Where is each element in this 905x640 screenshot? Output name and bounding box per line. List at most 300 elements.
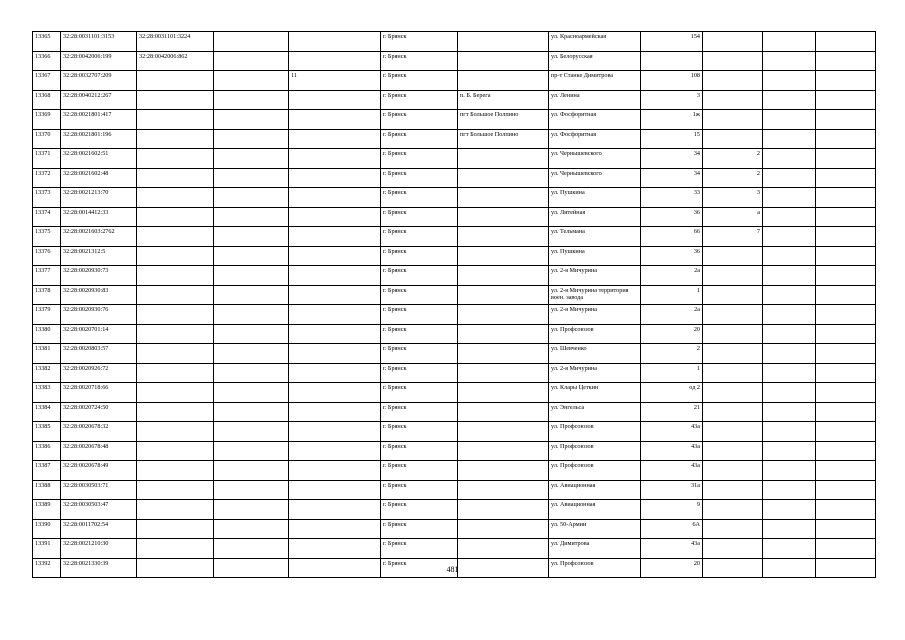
cell-c5 [289, 246, 381, 266]
cell-street: ул. Профсоюзов [549, 422, 641, 442]
cell-c4 [214, 422, 289, 442]
cell-cad: 32:28:0030503:47 [61, 500, 137, 520]
cell-c4 [214, 129, 289, 149]
cell-locality [458, 305, 549, 325]
cell-cad2 [137, 266, 214, 286]
cell-street: ул. 2-я Мичурина [549, 266, 641, 286]
cell-c4 [214, 500, 289, 520]
cell-c11 [763, 422, 816, 442]
cell-cad: 32:28:0020701:14 [61, 324, 137, 344]
cell-c5 [289, 480, 381, 500]
cell-bld [703, 363, 763, 383]
cell-locality [458, 519, 549, 539]
cell-house: 43а [641, 422, 703, 442]
cell-city: г. Брянск [381, 188, 458, 208]
cell-city: г. Брянск [381, 422, 458, 442]
cell-bld [703, 519, 763, 539]
cell-c11 [763, 71, 816, 91]
cell-n: 13387 [33, 461, 61, 481]
cell-bld [703, 344, 763, 364]
address-registry-table [32, 31, 876, 578]
table-row [33, 305, 876, 325]
cell-c4 [214, 344, 289, 364]
cell-city: г. Брянск [381, 441, 458, 461]
cell-c11 [763, 363, 816, 383]
table-row [33, 227, 876, 247]
cell-locality [458, 480, 549, 500]
cell-locality [458, 402, 549, 422]
cell-c4 [214, 168, 289, 188]
cell-cad2 [137, 168, 214, 188]
cell-cad2 [137, 539, 214, 559]
cell-street: пр-т Станке Димитрова [549, 71, 641, 91]
cell-street: ул. Ленина [549, 90, 641, 110]
cell-c5 [289, 285, 381, 305]
cell-cad: 32:28:0021312:5 [61, 246, 137, 266]
cell-bld [703, 129, 763, 149]
cell-house: 21 [641, 402, 703, 422]
cell-n: 13366 [33, 51, 61, 71]
cell-c11 [763, 285, 816, 305]
cell-c4 [214, 539, 289, 559]
cell-cad2 [137, 188, 214, 208]
cell-house: 1ж [641, 110, 703, 130]
cell-c4 [214, 324, 289, 344]
cell-house: 34 [641, 168, 703, 188]
cell-n: 13368 [33, 90, 61, 110]
cell-n: 13367 [33, 71, 61, 91]
cell-city: г. Брянск [381, 32, 458, 52]
cell-street: ул. Профсоюзов [549, 324, 641, 344]
cell-locality [458, 461, 549, 481]
table-row [33, 500, 876, 520]
cell-city: г. Брянск [381, 324, 458, 344]
table-row [33, 246, 876, 266]
cell-n: 13385 [33, 422, 61, 442]
cell-c11 [763, 519, 816, 539]
cell-c4 [214, 71, 289, 91]
cell-street: ул. 50-Армии [549, 519, 641, 539]
cell-cad: 32:28:0021602:51 [61, 149, 137, 169]
cell-city: г. Брянск [381, 480, 458, 500]
cell-c12 [816, 344, 876, 364]
cell-c11 [763, 461, 816, 481]
cell-cad: 32:28:0030503:71 [61, 480, 137, 500]
table-row [33, 207, 876, 227]
cell-c12 [816, 149, 876, 169]
cell-city: г. Брянск [381, 402, 458, 422]
cell-c12 [816, 539, 876, 559]
cell-house: 31а [641, 480, 703, 500]
cell-c12 [816, 519, 876, 539]
cell-city: г. Брянск [381, 285, 458, 305]
cell-cad2 [137, 129, 214, 149]
cell-bld [703, 539, 763, 559]
cell-c12 [816, 110, 876, 130]
cell-c5: 11 [289, 71, 381, 91]
cell-cad2 [137, 71, 214, 91]
cell-c5 [289, 461, 381, 481]
cell-street: ул. Чернышевского [549, 168, 641, 188]
cell-locality [458, 441, 549, 461]
cell-c5 [289, 305, 381, 325]
cell-c11 [763, 305, 816, 325]
cell-city: г. Брянск [381, 246, 458, 266]
table-row [33, 285, 876, 305]
cell-locality [458, 246, 549, 266]
cell-c5 [289, 441, 381, 461]
cell-city: г. Брянск [381, 51, 458, 71]
cell-bld [703, 500, 763, 520]
cell-street: ул. Тельмана [549, 227, 641, 247]
cell-c11 [763, 539, 816, 559]
cell-cad2 [137, 363, 214, 383]
cell-bld [703, 32, 763, 52]
cell-c4 [214, 383, 289, 403]
cell-bld [703, 110, 763, 130]
cell-n: 13374 [33, 207, 61, 227]
cell-c12 [816, 480, 876, 500]
cell-house: од 2 [641, 383, 703, 403]
cell-c5 [289, 539, 381, 559]
cell-n: 13369 [33, 110, 61, 130]
cell-cad: 32:28:0042006:199 [61, 51, 137, 71]
cell-c5 [289, 90, 381, 110]
cell-bld [703, 324, 763, 344]
cell-street: ул. Фосфоритная [549, 110, 641, 130]
table-row [33, 480, 876, 500]
table-row [33, 71, 876, 91]
cell-c11 [763, 207, 816, 227]
cell-n: 13371 [33, 149, 61, 169]
table-row [33, 188, 876, 208]
cell-n: 13391 [33, 539, 61, 559]
cell-c11 [763, 168, 816, 188]
cell-locality [458, 285, 549, 305]
cell-house: 2а [641, 305, 703, 325]
cell-house: 43а [641, 539, 703, 559]
cell-locality [458, 324, 549, 344]
cell-cad: 32:28:0021801:417 [61, 110, 137, 130]
cell-street: ул. Профсоюзов [549, 441, 641, 461]
cell-c12 [816, 441, 876, 461]
cell-n: 13376 [33, 246, 61, 266]
cell-c4 [214, 285, 289, 305]
cell-city: г. Брянск [381, 344, 458, 364]
cell-cad2: 32:28:0042006:862 [137, 51, 214, 71]
table-row [33, 90, 876, 110]
table-row [33, 441, 876, 461]
cell-city: г. Брянск [381, 383, 458, 403]
cell-city: г. Брянск [381, 461, 458, 481]
cell-c5 [289, 129, 381, 149]
cell-c12 [816, 383, 876, 403]
cell-locality [458, 539, 549, 559]
cell-c11 [763, 344, 816, 364]
cell-n: 13383 [33, 383, 61, 403]
cell-cad2 [137, 207, 214, 227]
cell-c4 [214, 32, 289, 52]
cell-street: ул. Красноармейская [549, 32, 641, 52]
table-row [33, 51, 876, 71]
cell-locality [458, 363, 549, 383]
cell-c5 [289, 32, 381, 52]
cell-cad2: 32:28:0031101:3224 [137, 32, 214, 52]
cell-cad: 32:28:0032707:209 [61, 71, 137, 91]
cell-c4 [214, 441, 289, 461]
cell-cad: 32:28:0021602:48 [61, 168, 137, 188]
cell-street: ул. Профсоюзов [549, 461, 641, 481]
cell-bld [703, 71, 763, 91]
cell-locality [458, 168, 549, 188]
cell-house: 2 [641, 344, 703, 364]
cell-street: ул. Фосфоритная [549, 129, 641, 149]
cell-cad: 32:28:0021801:196 [61, 129, 137, 149]
cell-c12 [816, 129, 876, 149]
cell-bld [703, 480, 763, 500]
cell-locality [458, 500, 549, 520]
cell-street: ул. Пушкина [549, 246, 641, 266]
cell-c5 [289, 227, 381, 247]
cell-c4 [214, 363, 289, 383]
cell-city: г. Брянск [381, 227, 458, 247]
cell-locality [458, 422, 549, 442]
cell-n: 13380 [33, 324, 61, 344]
cell-house: 108 [641, 71, 703, 91]
cell-street: ул. Энгельса [549, 402, 641, 422]
cell-cad: 32:28:0020930:73 [61, 266, 137, 286]
cell-city: г. Брянск [381, 149, 458, 169]
cell-n: 13378 [33, 285, 61, 305]
cell-c11 [763, 90, 816, 110]
cell-city: г. Брянск [381, 129, 458, 149]
cell-street: ул. Авиационная [549, 480, 641, 500]
cell-c5 [289, 344, 381, 364]
cell-c12 [816, 324, 876, 344]
cell-street: ул. Белорусская [549, 51, 641, 71]
cell-cad2 [137, 402, 214, 422]
cell-cad: 32:28:0020678:49 [61, 461, 137, 481]
cell-bld [703, 90, 763, 110]
cell-locality [458, 149, 549, 169]
cell-bld [703, 285, 763, 305]
cell-house: 1 [641, 285, 703, 305]
table-row [33, 344, 876, 364]
cell-c11 [763, 383, 816, 403]
cell-cad: 32:28:0011702:54 [61, 519, 137, 539]
cell-locality [458, 32, 549, 52]
cell-c5 [289, 519, 381, 539]
cell-cad: 32:28:0020718:66 [61, 383, 137, 403]
table-row [33, 402, 876, 422]
cell-n: 13386 [33, 441, 61, 461]
cell-locality: п. Б. Берега [458, 90, 549, 110]
cell-n: 13379 [33, 305, 61, 325]
cell-cad: 32:28:0020803:57 [61, 344, 137, 364]
cell-cad: 32:28:0014412:33 [61, 207, 137, 227]
cell-c4 [214, 90, 289, 110]
cell-n: 13372 [33, 168, 61, 188]
cell-bld [703, 422, 763, 442]
cell-cad: 32:28:0021330:39 [61, 558, 137, 578]
cell-cad: 32:28:0020926:72 [61, 363, 137, 383]
cell-c11 [763, 149, 816, 169]
cell-cad: 32:28:0020930:76 [61, 305, 137, 325]
cell-n: 13375 [33, 227, 61, 247]
cell-c11 [763, 402, 816, 422]
cell-c4 [214, 51, 289, 71]
cell-city: г. Брянск [381, 207, 458, 227]
cell-house: 43а [641, 461, 703, 481]
cell-c4 [214, 110, 289, 130]
cell-locality [458, 188, 549, 208]
cell-c12 [816, 246, 876, 266]
cell-cad: 32:28:0021213:70 [61, 188, 137, 208]
cell-street: ул. Пушкина [549, 188, 641, 208]
cell-c12 [816, 402, 876, 422]
cell-c11 [763, 266, 816, 286]
cell-c11 [763, 32, 816, 52]
cell-house: 20 [641, 558, 703, 578]
cell-house: 6А [641, 519, 703, 539]
cell-cad2 [137, 500, 214, 520]
cell-c11 [763, 110, 816, 130]
table-row [33, 266, 876, 286]
cell-street: ул. Шевченко [549, 344, 641, 364]
cell-c12 [816, 207, 876, 227]
cell-house: 36 [641, 207, 703, 227]
cell-city: г. Брянск [381, 266, 458, 286]
cell-c12 [816, 227, 876, 247]
cell-c11 [763, 246, 816, 266]
cell-c5 [289, 188, 381, 208]
cell-street: ул. Димитрова [549, 539, 641, 559]
cell-cad2 [137, 344, 214, 364]
cell-c4 [214, 519, 289, 539]
cell-c4 [214, 305, 289, 325]
cell-c5 [289, 207, 381, 227]
cell-c5 [289, 422, 381, 442]
cell-n: 13384 [33, 402, 61, 422]
cell-c4 [214, 207, 289, 227]
cell-house: 15 [641, 129, 703, 149]
cell-city: г. Брянск [381, 500, 458, 520]
cell-bld [703, 461, 763, 481]
table-row [33, 324, 876, 344]
cell-locality [458, 207, 549, 227]
cell-cad: 32:28:0020678:48 [61, 441, 137, 461]
cell-street: ул. 2-я Мичурина территория воен. завода [549, 285, 641, 305]
cell-c5 [289, 500, 381, 520]
cell-c12 [816, 305, 876, 325]
table-row [33, 110, 876, 130]
cell-c12 [816, 188, 876, 208]
table-row [33, 383, 876, 403]
cell-c12 [816, 363, 876, 383]
table-row [33, 363, 876, 383]
cell-bld [703, 51, 763, 71]
table-row [33, 149, 876, 169]
cell-house: 36 [641, 246, 703, 266]
cell-cad2 [137, 519, 214, 539]
cell-bld [703, 246, 763, 266]
cell-n: 13392 [33, 558, 61, 578]
cell-house: 20 [641, 324, 703, 344]
cell-street: ул. 2-я Мичурина [549, 363, 641, 383]
cell-c5 [289, 149, 381, 169]
cell-cad2 [137, 480, 214, 500]
cell-house: 154 [641, 32, 703, 52]
address-registry-sheet [32, 31, 875, 578]
cell-locality: пгт Большое Полпино [458, 129, 549, 149]
cell-cad2 [137, 422, 214, 442]
cell-n: 13390 [33, 519, 61, 539]
cell-street: ул. Литейная [549, 207, 641, 227]
cell-c5 [289, 51, 381, 71]
cell-city: г. Брянск [381, 558, 458, 578]
cell-street: ул. 2-я Мичурина [549, 305, 641, 325]
cell-cad2 [137, 227, 214, 247]
cell-c11 [763, 188, 816, 208]
cell-city: г. Брянск [381, 305, 458, 325]
cell-c5 [289, 110, 381, 130]
cell-bld [703, 402, 763, 422]
cell-city: г. Брянск [381, 90, 458, 110]
cell-c12 [816, 168, 876, 188]
table-row [33, 422, 876, 442]
cell-city: г. Брянск [381, 519, 458, 539]
cell-locality [458, 227, 549, 247]
cell-locality [458, 266, 549, 286]
cell-c4 [214, 480, 289, 500]
cell-n: 13370 [33, 129, 61, 149]
cell-city: г. Брянск [381, 168, 458, 188]
cell-cad2 [137, 383, 214, 403]
cell-city: г. Брянск [381, 363, 458, 383]
cell-c4 [214, 149, 289, 169]
cell-house: 9 [641, 500, 703, 520]
cell-c5 [289, 363, 381, 383]
table-row [33, 168, 876, 188]
cell-c12 [816, 461, 876, 481]
cell-c5 [289, 383, 381, 403]
cell-cad: 32:28:0021603:2762 [61, 227, 137, 247]
cell-cad2 [137, 110, 214, 130]
cell-bld: 2 [703, 168, 763, 188]
cell-c12 [816, 285, 876, 305]
cell-street: ул. Авиационная [549, 500, 641, 520]
cell-city: г. Брянск [381, 110, 458, 130]
cell-house: 66 [641, 227, 703, 247]
cell-c12 [816, 90, 876, 110]
cell-locality [458, 71, 549, 91]
cell-cad2 [137, 441, 214, 461]
table-row [33, 461, 876, 481]
cell-cad: 32:28:0020930:83 [61, 285, 137, 305]
cell-bld [703, 305, 763, 325]
cell-cad2 [137, 90, 214, 110]
cell-house: 2а [641, 266, 703, 286]
cell-c12 [816, 422, 876, 442]
cell-cad: 32:28:0021210:30 [61, 539, 137, 559]
cell-c5 [289, 168, 381, 188]
cell-c12 [816, 51, 876, 71]
cell-c4 [214, 402, 289, 422]
cell-c5 [289, 402, 381, 422]
cell-house: 43а [641, 441, 703, 461]
cell-c4 [214, 266, 289, 286]
cell-cad: 32:28:0031101:3153 [61, 32, 137, 52]
